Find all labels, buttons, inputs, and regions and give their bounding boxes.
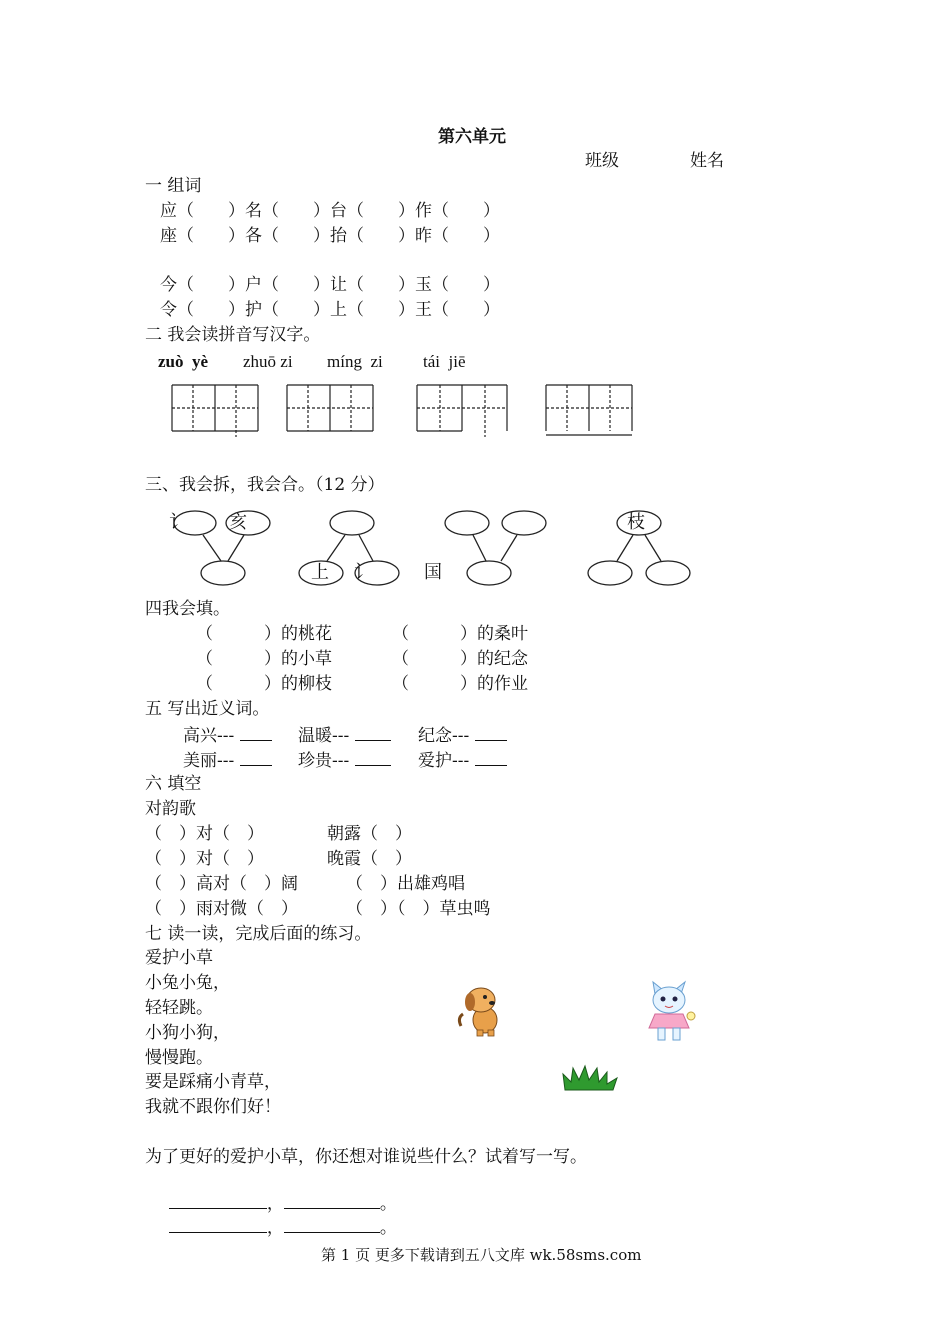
dog-icon (455, 982, 505, 1038)
poem-line: 轻轻跳。 (145, 998, 213, 1018)
synonym-item: 爱护--- (418, 751, 507, 770)
word-row: 今（ ）户（ ）让（ ）玉（ ） (160, 275, 500, 295)
poem-line: 要是踩痛小青草， (145, 1072, 281, 1092)
fill-item: （ ）的纪念 (392, 649, 528, 669)
oval-blank[interactable] (330, 511, 374, 535)
section-3-heading: 三、我会拆，我会合。（12 分） (145, 475, 385, 495)
answer-blank[interactable] (475, 751, 507, 766)
fill-item: （ ）的小草 (196, 649, 332, 669)
answer-blank[interactable] (355, 751, 391, 766)
char-b-right: 讠 (354, 562, 372, 583)
synonym-item: 珍贵--- (298, 751, 391, 770)
fill-item: （ ）的柳枝 (196, 674, 332, 694)
oval-blank[interactable] (467, 561, 511, 585)
char-c: 国 (424, 562, 442, 583)
char-a1: 讠 (169, 512, 187, 533)
fill-item: （ ）的桑叶 (392, 624, 528, 644)
oval-blank[interactable] (646, 561, 690, 585)
rhyme-item: 晚霞（ ） (327, 849, 412, 869)
poem-line: 小兔小兔， (145, 973, 230, 993)
rhyme-item: （ ）出雄鸡唱 (346, 874, 465, 894)
oval-blank[interactable] (588, 561, 632, 585)
cat-icon (643, 982, 697, 1046)
char-d: 枝 (627, 512, 645, 533)
page-title: 第六单元 (438, 127, 506, 147)
poem-line: 我就不跟你们好！ (145, 1097, 281, 1117)
section-4-heading: 四我会填。 (145, 599, 230, 619)
word-row: 座（ ）各（ ）抬（ ）昨（ ） (160, 226, 500, 246)
section-5-heading: 五 写出近义词。 (145, 699, 270, 719)
section-7-heading: 七 读一读，完成后面的练习。 (145, 924, 372, 944)
pinyin-item: zuò yè (158, 352, 209, 371)
section-6-heading: 六 填空 (145, 774, 202, 794)
answer-blank[interactable] (355, 726, 391, 741)
class-label: 班级 (585, 151, 619, 171)
fill-item: （ ）的桃花 (196, 624, 332, 644)
poem-line: 慢慢跑。 (145, 1048, 213, 1068)
rhyme-item: （ ）（ ）草虫鸣 (346, 899, 491, 919)
writing-question: 为了更好的爱护小草，你还想对谁说些什么？试着写一写。 (145, 1147, 587, 1167)
section-1-heading: 一 组词 (145, 176, 202, 196)
pinyin-item: tái jiē (423, 352, 466, 371)
pinyin-item: míng zi (327, 352, 383, 371)
answer-blank[interactable] (475, 726, 507, 741)
word-row: 应（ ）名（ ）台（ ）作（ ） (160, 201, 500, 221)
section-6-subheading: 对韵歌 (145, 799, 196, 819)
name-label: 姓名 (690, 151, 724, 171)
fill-item: （ ）的作业 (392, 674, 528, 694)
synonym-item: 高兴--- (183, 726, 272, 745)
char-b-left: 上 (311, 562, 329, 583)
rhyme-item: （ ）对（ ） (145, 849, 264, 869)
oval-blank[interactable] (445, 511, 489, 535)
poem-title: 爱护小草 (145, 948, 213, 968)
section-2-heading: 二 我会读拼音写汉字。 (145, 325, 321, 345)
answer-blank[interactable] (240, 751, 272, 766)
rhyme-item: （ ）对（ ） (145, 824, 264, 844)
word-row: 令（ ）护（ ）上（ ）王（ ） (160, 300, 500, 320)
grass-icon (561, 1064, 619, 1094)
rhyme-item: 朝露（ ） (327, 824, 412, 844)
oval-blank[interactable] (201, 561, 245, 585)
oval-blank[interactable] (502, 511, 546, 535)
answer-blank[interactable] (169, 1218, 267, 1233)
answer-line-row: ， 。 (158, 1201, 397, 1237)
synonym-item: 美丽--- (183, 751, 272, 770)
page-footer: 第 1 页 更多下载请到五八文库 wk.58sms.com (321, 1246, 642, 1264)
answer-line-row: ， 。 (158, 1177, 397, 1213)
answer-blank[interactable] (284, 1218, 380, 1233)
poem-line: 小狗小狗， (145, 1023, 230, 1043)
rhyme-item: （ ）高对（ ）阔 (145, 874, 298, 894)
synonym-item: 温暖--- (298, 726, 391, 745)
pinyin-item: zhuō zi (243, 352, 293, 371)
synonym-item: 纪念--- (418, 726, 507, 745)
char-a2: 亥 (229, 512, 247, 533)
rhyme-item: （ ）雨对微（ ） (145, 899, 298, 919)
answer-blank[interactable] (240, 726, 272, 741)
